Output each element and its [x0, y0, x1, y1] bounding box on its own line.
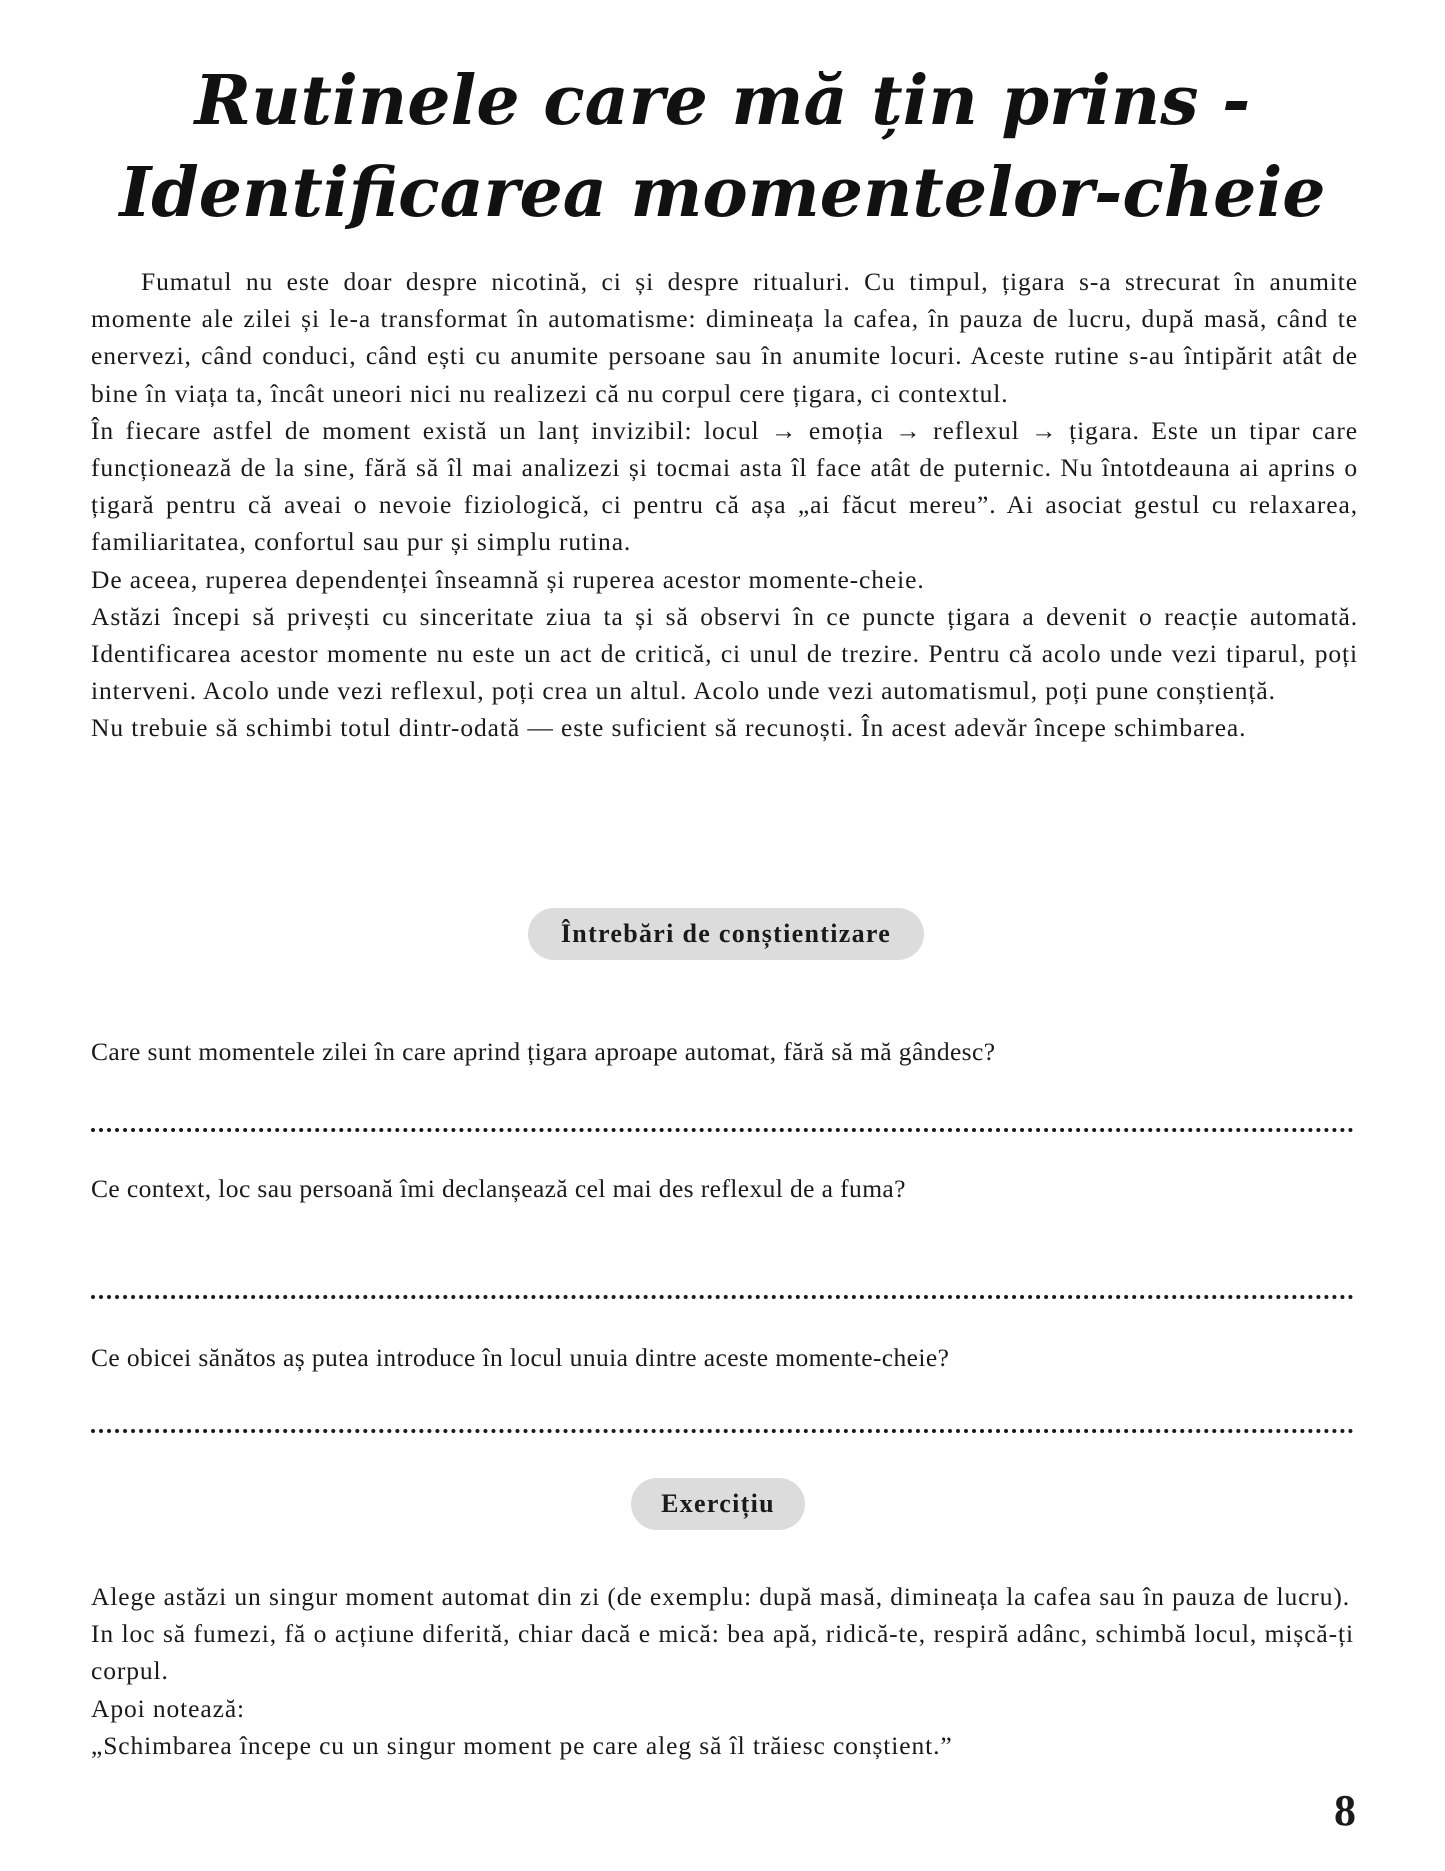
page-title: [0, 55, 1445, 239]
page-number: 8: [1334, 1786, 1356, 1835]
intro-paragraph: Astăzi începi să privești cu sinceritate ziua ta și să observi în ce puncte țigara a devenit o reacție automată. Identificarea acestor momente nu este un act de critică, ci unul de trezire. Pentru că acolo unde vezi tiparul, poți interveni. Acolo unde vezi reflexul, poți crea un altul. Acolo unde vezi automatismul, poți pune conștiență.: [91, 601, 1358, 706]
answer-line-2[interactable]: [91, 1295, 1354, 1299]
answer-line-3[interactable]: [91, 1429, 1354, 1433]
title-line-2: Identificarea momentelor-cheie: [119, 153, 1326, 233]
intro-text: [91, 263, 1358, 747]
exercise-quote: „Schimbarea începe cu un singur moment pe care aleg să îl trăiesc conștient.”: [91, 1730, 953, 1760]
question-3: Ce obicei sănătos aș putea introduce în locul unuia dintre aceste momente-cheie?: [91, 1343, 950, 1372]
question-1: Care sunt momentele zilei în care aprind țigara aproape automat, fără să mă gândesc?: [91, 1037, 996, 1066]
title-line-1: Rutinele care mă țin prins -: [194, 61, 1251, 141]
intro-paragraph: Nu trebuie să schimbi totul dintr-odată — este suficient să recunoști. În acest adevăr începe schimbarea.: [91, 713, 1247, 743]
exercise-paragraph: Apoi notează:: [91, 1693, 246, 1723]
exercise-paragraph: Alege astăzi un singur moment automat din zi (de exemplu: după masă, dimineața la cafea sau în pauza de lucru).: [91, 1582, 1351, 1611]
intro-paragraph: De aceea, ruperea dependenței înseamnă și ruperea acestor momente-cheie.: [91, 564, 925, 594]
intro-paragraph: Fumatul nu este doar despre nicotină, ci și despre ritualuri. Cu timpul, țigara s-a strecurat în anumite momente ale zilei și le-a transformat în automatisme: dimineața la cafea, în pauza de lucru, după masă, când te enervezi, când conduci, când ești cu anumite persoane sau în anumite locuri. Aceste rutine s-au întipărit atât de bine în viața ta, încât uneori nici nu realizezi că nu corpul cere țigara, ci contextul.: [91, 267, 1358, 408]
intro-paragraph: În fiecare astfel de moment există un lanț invizibil: locul → emoția → reflexul → țigara. Este un tipar care funcționează de la sine, fără să îl mai analizezi și tocmai asta îl face atât de puternic. Nu întotdeauna ai aprins o țigară pentru că aveai o nevoie fiziologică, ci pentru că așa „ai făcut mereu”. Ai asociat gestul cu relaxarea, familiaritatea, confortul sau pur și simplu rutina.: [91, 415, 1358, 557]
answer-line-1[interactable]: [91, 1128, 1354, 1132]
exercise-paragraph: In loc să fumezi, fă o acțiune diferită, chiar dacă e mică: bea apă, ridică-te, respiră adânc, schimbă locul, mișcă-ți corpul.: [91, 1619, 1354, 1686]
exercise-text: [91, 1578, 1354, 1764]
question-2: Ce context, loc sau persoană îmi declanșează cel mai des reflexul de a fuma?: [91, 1174, 906, 1203]
questions-heading: Întrebări de conștientizare: [528, 908, 924, 960]
exercise-heading: Exercițiu: [631, 1478, 805, 1530]
